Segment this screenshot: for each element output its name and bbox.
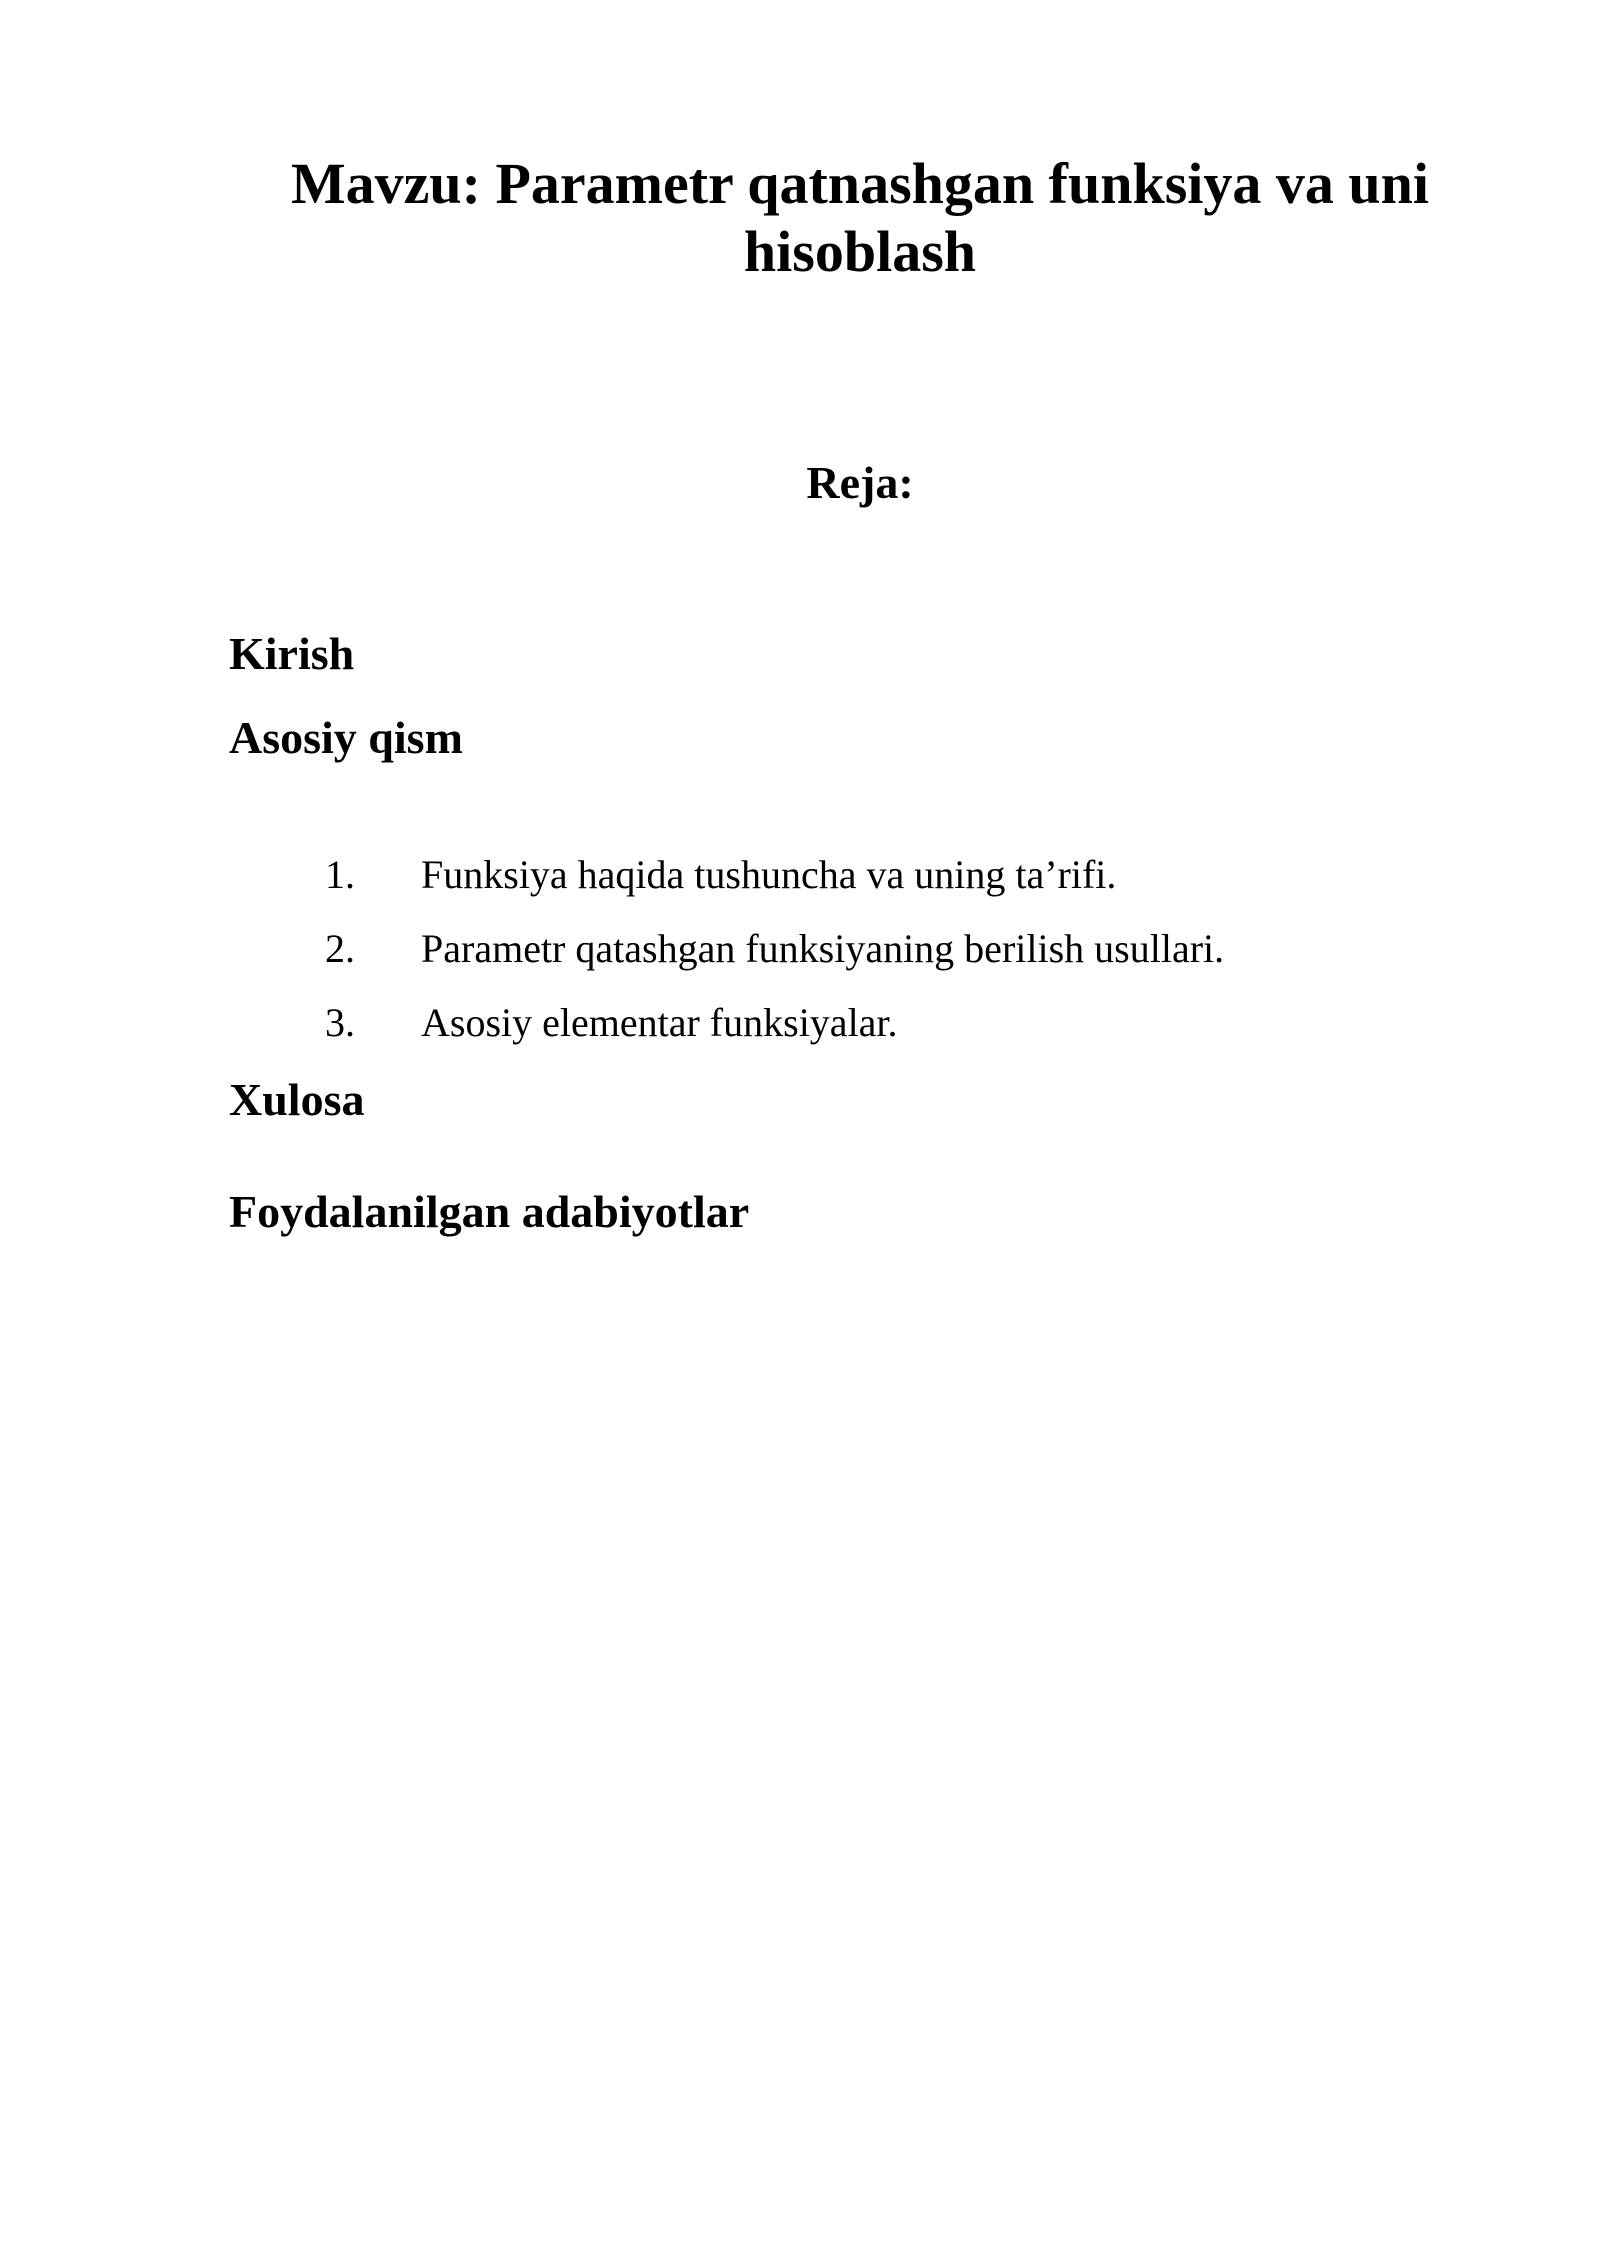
list-item-text: Funksiya haqida tushuncha va uning ta’rifi. [421, 852, 1117, 897]
section-references: Foydalanilgan adabiyotlar [229, 1186, 750, 1237]
list-item-number: 1. [325, 852, 355, 897]
section-intro: Kirish [229, 628, 355, 679]
section-conclusion: Xulosa [229, 1074, 365, 1125]
list-item-number: 3. [325, 1000, 355, 1045]
list-item-text: Asosiy elementar funksiyalar. [421, 1000, 898, 1045]
list-item-number: 2. [325, 926, 355, 971]
list-item-text: Parametr qatashgan funksiyaning berilish usullari. [421, 926, 1225, 971]
page-title: Mavzu: Parametr qatnashgan funksiya va uni hisoblash [290, 151, 1430, 284]
section-main: Asosiy qism [229, 712, 463, 763]
plan-heading: Reja: [806, 457, 914, 508]
